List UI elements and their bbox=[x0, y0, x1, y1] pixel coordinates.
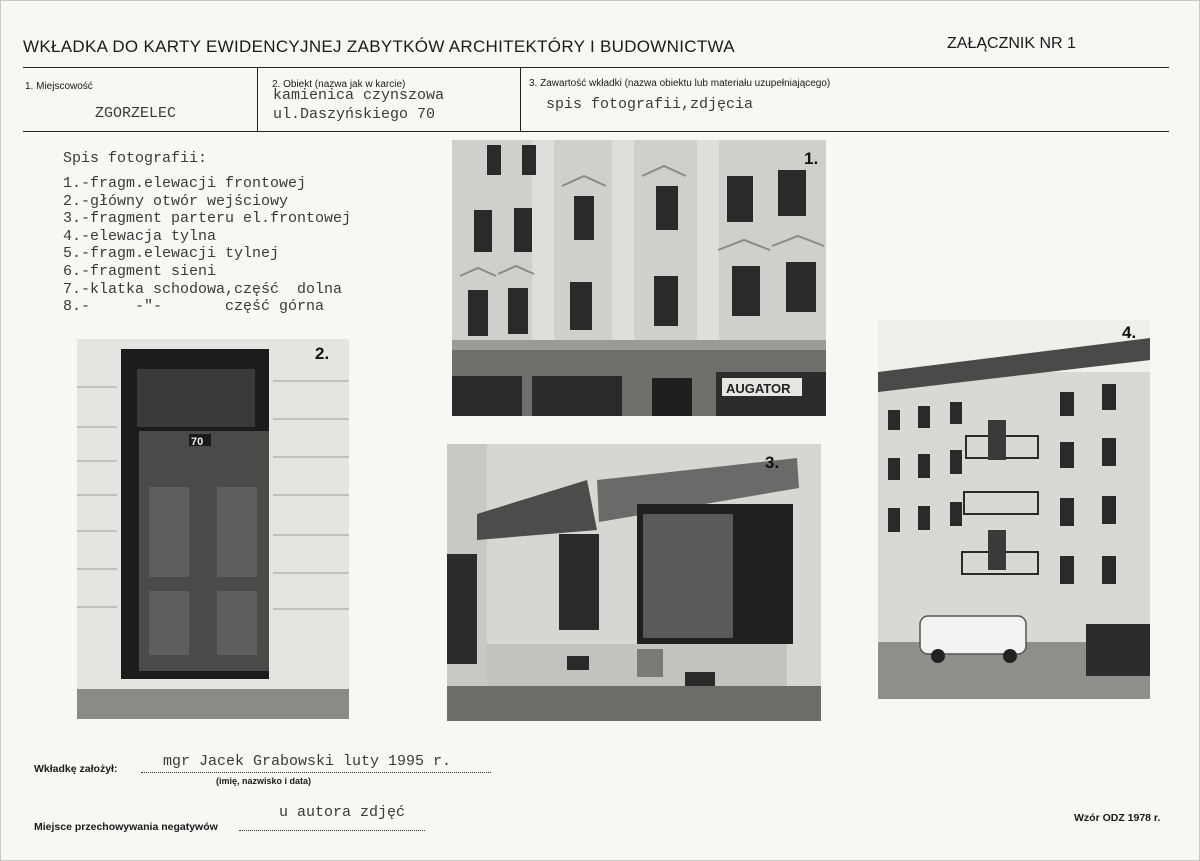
content-value: spis fotografii,zdjęcia bbox=[546, 96, 754, 113]
photo-3-number: 3. bbox=[765, 453, 780, 472]
author-hint: (imię, nazwisko i data) bbox=[216, 776, 312, 786]
door-number: 70 bbox=[191, 436, 204, 448]
annex-number: ZAŁĄCZNIK NR 1 bbox=[947, 35, 1076, 52]
author-value: mgr Jacek Grabowski luty 1995 r. bbox=[163, 753, 452, 770]
field-divider-1 bbox=[257, 68, 258, 131]
photo-4-rear-facade bbox=[878, 320, 1150, 699]
photo-4-number: 4. bbox=[1122, 323, 1137, 342]
photo-list-item: 6.-fragment sieni bbox=[63, 262, 217, 280]
storage-label: Miejsce przechowywania negatywów bbox=[34, 821, 218, 833]
form-code: Wzór ODZ 1978 r. bbox=[1074, 812, 1161, 824]
object-value-line2: ul.Daszyńskiego 70 bbox=[273, 106, 436, 123]
photo-list bbox=[63, 175, 351, 316]
photo-list-heading: Spis fotografii: bbox=[63, 150, 208, 167]
field-divider-2 bbox=[520, 68, 521, 131]
header-rule bbox=[23, 67, 1169, 68]
photo-list-item: 1.-fragm.elewacji frontowej bbox=[63, 175, 307, 192]
photo-2-number: 2. bbox=[315, 344, 330, 363]
shop-sign-text: AUGATOR bbox=[726, 381, 791, 396]
photo-list-item: 4.-elewacja tylna bbox=[63, 227, 217, 245]
photo-1-number: 1. bbox=[804, 149, 819, 168]
photo-2-entrance-door bbox=[77, 339, 349, 719]
photo-list-item: 3.-fragment parteru el.frontowej bbox=[63, 210, 352, 228]
content-label: 3. Zawartość wkładki (nazwa obiektu lub materiału uzupełniającego) bbox=[529, 78, 831, 89]
locality-value: ZGORZELEC bbox=[95, 105, 177, 122]
author-label: Wkładkę założył: bbox=[34, 763, 118, 775]
photo-3-ground-floor bbox=[447, 444, 821, 721]
author-dotted-line bbox=[141, 772, 491, 773]
object-label: 2. Obiekt (nazwa jak w karcie) bbox=[272, 79, 406, 90]
photo-list-item: 5.-fragm.elewacji tylnej bbox=[63, 245, 280, 263]
photo-1-front-facade bbox=[452, 140, 826, 416]
object-value-line1: kamienica czynszowa bbox=[273, 87, 445, 104]
storage-dotted-line bbox=[239, 830, 425, 831]
photo-list-item: 8.- -"- część górna bbox=[63, 298, 325, 316]
card-title: WKŁADKA DO KARTY EWIDENCYJNEJ ZABYTKÓW ARCHITEKTÓRY I BUDOWNICTWA bbox=[23, 37, 735, 56]
photo-list-item: 2.-główny otwór wejściowy bbox=[63, 192, 289, 210]
storage-value: u autora zdjęć bbox=[279, 804, 406, 821]
locality-label: 1. Miejscowość bbox=[25, 81, 93, 92]
photo-list-item: 7.-klatka schodowa,część dolna bbox=[63, 280, 343, 298]
fields-rule bbox=[23, 131, 1169, 132]
